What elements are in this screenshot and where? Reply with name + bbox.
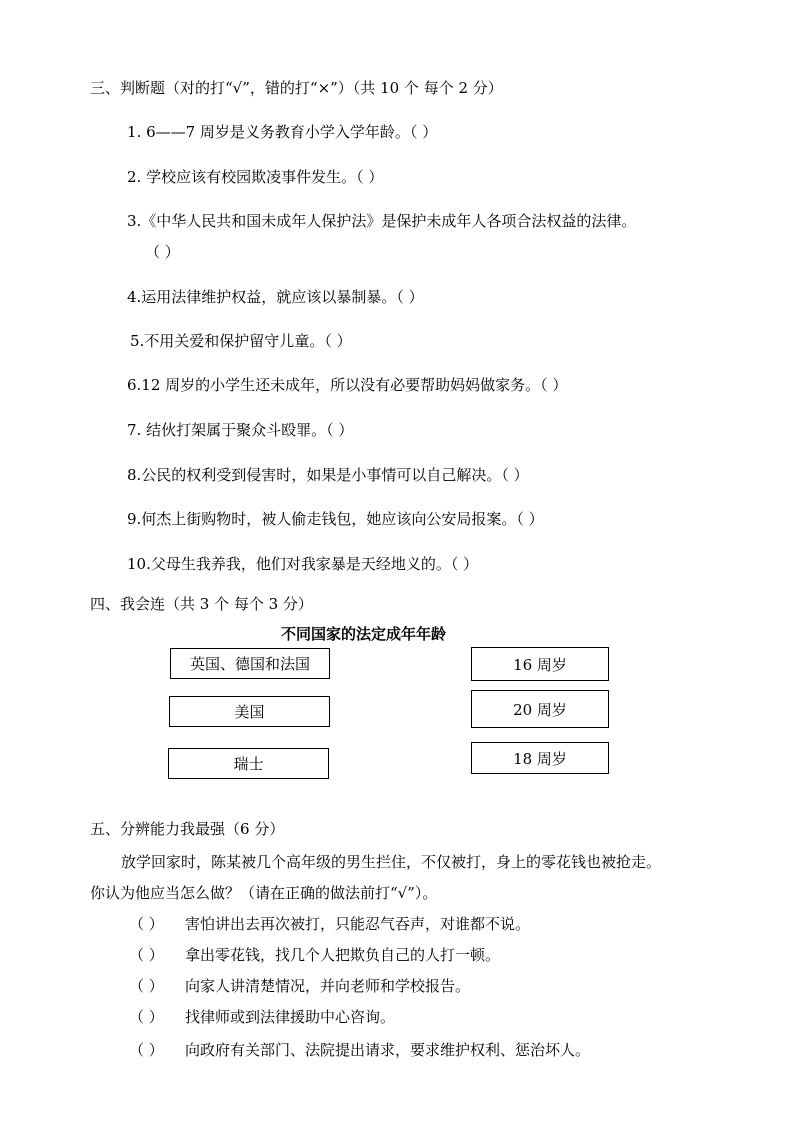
- right-box-16[interactable]: 16 周岁: [471, 647, 609, 681]
- right-box-20[interactable]: 20 周岁: [471, 690, 609, 728]
- scenario-line-2: 你认为他应当怎么做？（请在正确的做法前打“√”）。: [90, 884, 438, 902]
- question-6: 6.12 周岁的小学生还未成年，所以没有必要帮助妈妈做家务。（ ）: [127, 376, 568, 394]
- option-5-answer[interactable]: （ ）: [129, 1041, 164, 1059]
- question-5: 5.不用关爱和保护留守儿童。（ ）: [130, 332, 352, 350]
- question-7: 7. 结伙打架属于聚众斗殴罪。（ ）: [127, 421, 354, 439]
- option-2-answer[interactable]: （ ）: [129, 946, 164, 964]
- left-box-uk-germany-france[interactable]: 英国、德国和法国: [170, 648, 330, 679]
- section-4-heading: 四、我会连（共 3 个 每个 3 分）: [90, 595, 313, 613]
- option-3-answer[interactable]: （ ）: [129, 977, 164, 995]
- option-4-answer[interactable]: （ ）: [129, 1008, 164, 1026]
- question-2: 2. 学校应该有校园欺凌事件发生。（ ）: [127, 168, 384, 186]
- option-3: （ ） 向家人讲清楚情况，并向老师和学校报告。: [129, 977, 471, 995]
- question-8: 8.公民的权利受到侵害时，如果是小事情可以自己解决。（ ）: [127, 466, 529, 484]
- question-9: 9.何杰上街购物时，被人偷走钱包，她应该向公安局报案。（ ）: [127, 510, 544, 528]
- right-box-18[interactable]: 18 周岁: [471, 742, 609, 774]
- question-3-answer-paren: （ ）: [145, 243, 180, 261]
- option-1: （ ） 害怕讲出去再次被打，只能忍气吞声，对谁都不说。: [129, 915, 531, 933]
- left-box-switzerland[interactable]: 瑞士: [168, 748, 329, 779]
- option-1-answer[interactable]: （ ）: [129, 915, 164, 933]
- option-5: （ ） 向政府有关部门、法院提出请求，要求维护权利、惩治坏人。: [129, 1041, 591, 1059]
- section-3-heading: 三、判断题（对的打“√”，错的打“×”）（共 10 个 每个 2 分）: [90, 79, 503, 97]
- option-2: （ ） 拿出零花钱，找几个人把欺负自己的人打一顿。: [129, 946, 501, 964]
- question-10: 10.父母生我养我，他们对我家暴是天经地义的。（ ）: [127, 555, 479, 573]
- question-3: 3.《中华人民共和国未成年人保护法》是保护未成年人各项合法权益的法律。: [127, 212, 637, 230]
- left-box-usa[interactable]: 美国: [169, 696, 330, 727]
- question-4: 4.运用法律维护权益，就应该以暴制暴。（ ）: [127, 288, 424, 306]
- option-4: （ ） 找律师或到法律援助中心咨询。: [129, 1008, 396, 1026]
- scenario-line-1: 放学回家时，陈某被几个高年级的男生拦住，不仅被打，身上的零花钱也被抢走。: [121, 853, 662, 871]
- question-1: 1. 6——7 周岁是义务教育小学入学年龄。（ ）: [127, 123, 438, 141]
- matching-title: 不同国家的法定成年年龄: [281, 625, 447, 643]
- section-5-heading: 五、分辨能力我最强（6 分）: [90, 820, 285, 838]
